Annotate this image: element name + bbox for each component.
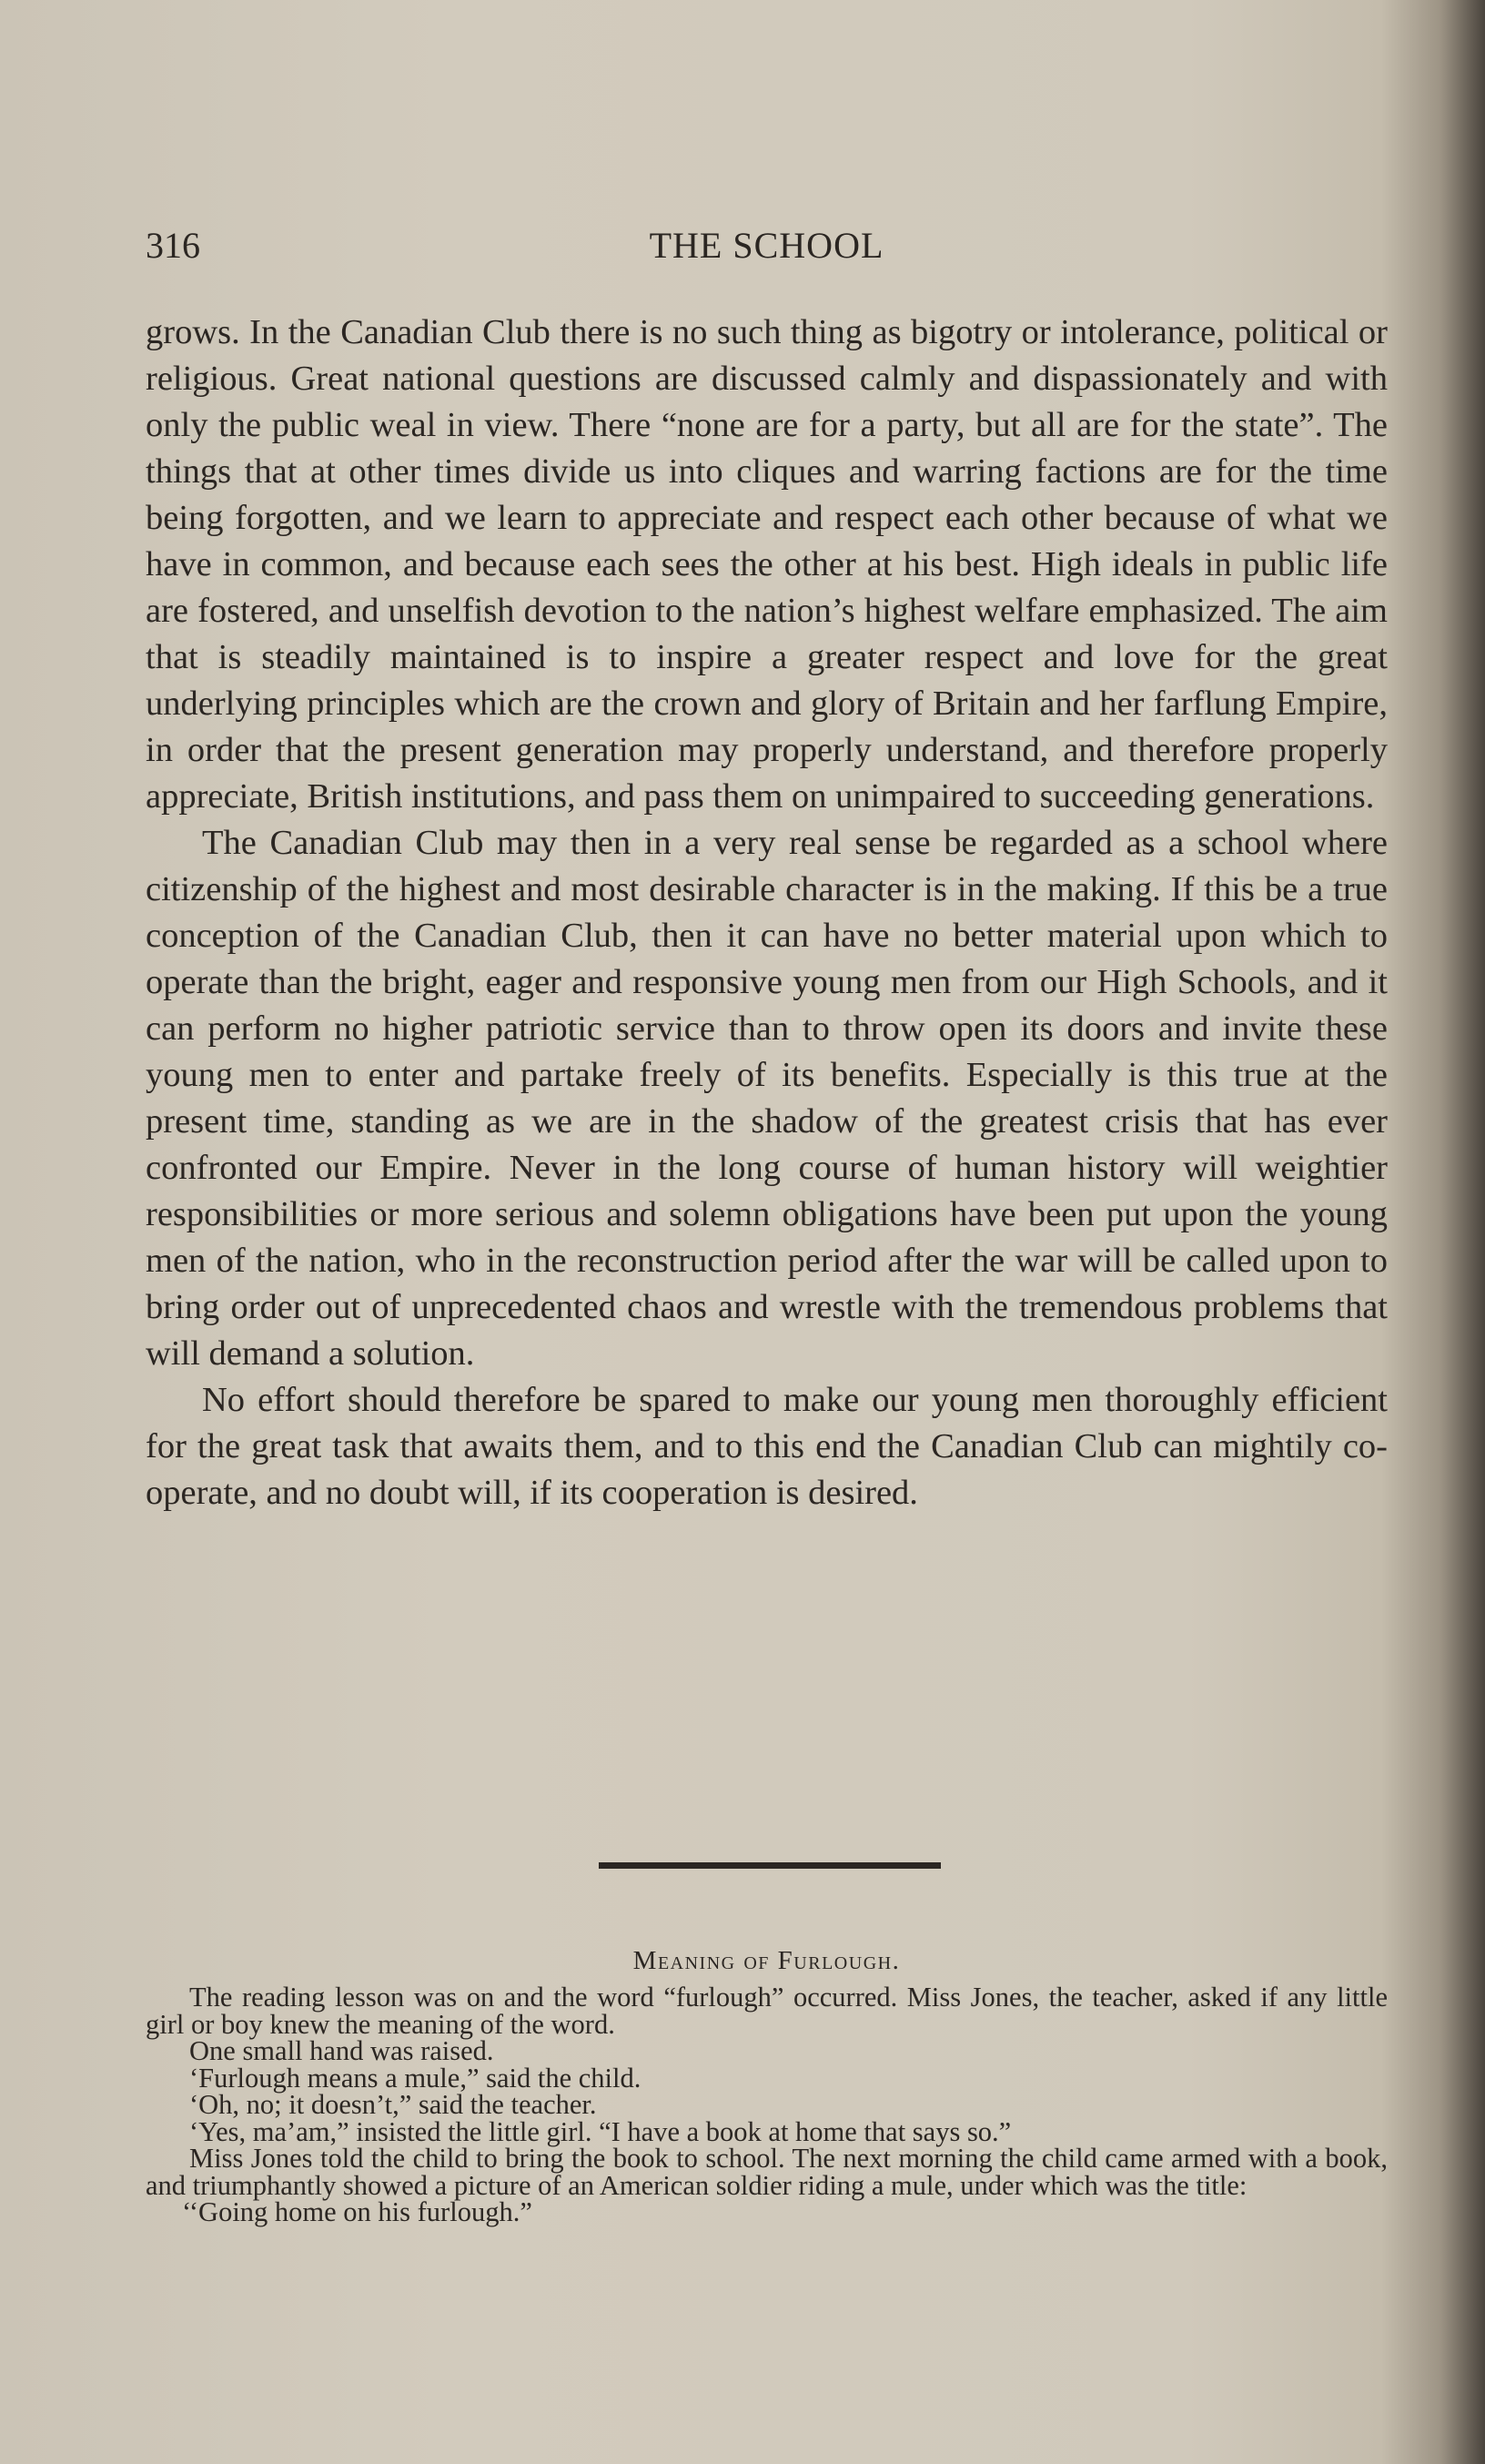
anecdote-line-7: ‘‘Going home on his furlough.” xyxy=(182,2196,532,2227)
anecdote-line-2: One small hand was raised. xyxy=(189,2035,494,2066)
body-paragraph-3: No effort should therefore be spared to make our young men thoroughly efficient for the great task that awaits them, and to this end the Canadian Club can mightily co-operate, and no doubt will, if its cooperation is desired. xyxy=(146,1381,1388,1512)
page-number: 316 xyxy=(146,225,200,266)
anecdote-line-4: ‘Oh, no; it doesn’t,” said the teacher. xyxy=(189,2089,597,2120)
running-head: THE SCHOOL xyxy=(649,225,884,266)
anecdote-line-3: ‘Furlough means a mule,” said the child. xyxy=(189,2062,641,2094)
anecdote-title: Meaning of Furlough. xyxy=(632,1946,901,1975)
body-paragraph-1: grows. In the Canadian Club there is no such thing as bigotry or intolerance, political or religious. Great national questions are discussed calmly and dispassionately and with only the public weal in view. There “none are for a party, but all are for the state”. The things that at other times divide us into cliques and warring factions are for the time being forgotten, and we learn to appreciate and respect each other because of what we have in common, and because each sees the other at his best. High ideals in public life are fostered, and unselfish devotion to the nation’s highest welfare emphasized. The aim that is steadily maintained is to inspire a greater respect and love for the great underlying principles which are the crown and glory of Britain and her farflung Empire, in order that the present generation may properly understand, and therefore properly appreciate, British institutions, and pass them on unimpaired to succeeding generations. xyxy=(146,313,1388,816)
anecdote-line-6: Miss Jones told the child to bring the book to school. The next morning the child came armed with a book, and triumphantly showed a picture of an American soldier riding a mule, under which was the title: xyxy=(146,2143,1388,2201)
section-divider xyxy=(599,1862,941,1869)
page-header xyxy=(146,218,1388,273)
anecdote-line-1: The reading lesson was on and the word “furlough” occurred. Miss Jones, the teacher, asked if any little girl or boy knew the meaning of the word. xyxy=(146,1982,1388,2040)
article-body xyxy=(146,309,1388,1516)
body-paragraph-2: The Canadian Club may then in a very real sense be regarded as a school where citizenship of the highest and most desirable character is in the making. If this be a true conception of the Canadian Club, then it can have no better material upon which to operate than the bright, eager and responsive young men from our High Schools, and it can perform no higher patriotic service than to throw open its doors and invite these young men to enter and partake freely of its benefits. Especially is this true at the present time, standing as we are in the shadow of the greatest crisis that has ever confronted our Empire. Never in the long course of human history will weightier responsibilities or more serious and solemn obligations have been put upon the young men of the nation, who in the reconstruction period after the war will be called upon to bring order out of unprecedented chaos and wrestle with the tremendous problems that will demand a solution. xyxy=(146,824,1388,1373)
anecdote-line-5: ‘Yes, ma’am,” insisted the little girl. “I have a book at home that says so.” xyxy=(189,2115,1012,2147)
anecdote-body xyxy=(146,1984,1388,2226)
